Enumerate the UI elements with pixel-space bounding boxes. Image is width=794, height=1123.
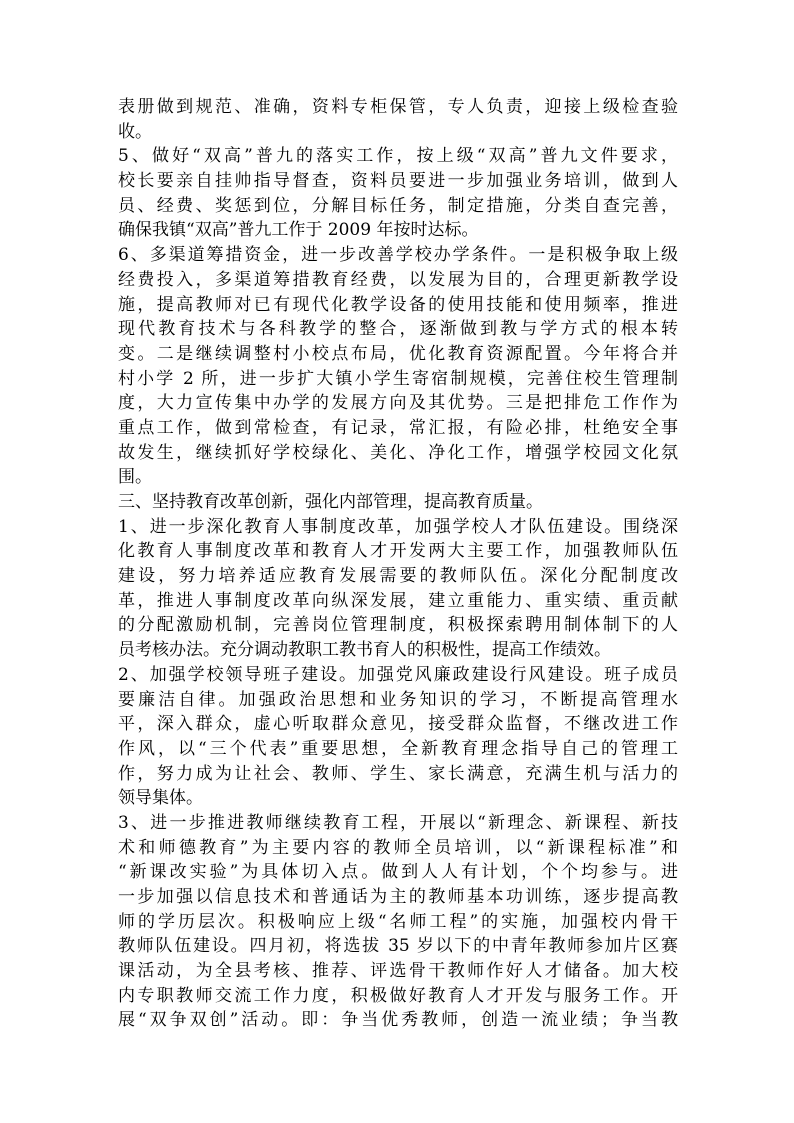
text-line: 展“双争双创”活动。即：争当优秀教师，创造一流业绩；争当教 xyxy=(118,1010,678,1031)
text-line: 平，深入群众，虚心听取群众意见，接受群众监督，不继改进工作 xyxy=(118,714,678,735)
text-line: 作风，以“三个代表”重要思想，全新教育理念指导自己的管理工 xyxy=(118,738,678,759)
text-line: 重点工作，做到常检查，有记录，常汇报，有险必排，杜绝安全事 xyxy=(118,417,678,438)
text-line: 建设，努力培养适应教育发展需要的教师队伍。深化分配制度改 xyxy=(118,566,678,587)
text-line: 6、多渠道筹措资金，进一步改善学校办学条件。一是积极争取上级 xyxy=(118,245,678,266)
text-line: 5、做好“双高”普九的落实工作，按上级“双高”普九文件要求， xyxy=(118,146,678,167)
text-line: 校长要亲自挂帅指导督查，资料员要进一步加强业务培训，做到人 xyxy=(118,171,678,192)
text-line: 作，努力成为让社会、教师、学生、家长满意，充满生机与活力的 xyxy=(118,763,678,784)
text-line: 施，提高教师对已有现代化教学设备的使用技能和使用频率，推进 xyxy=(118,294,678,315)
text-line: 化教育人事制度改革和教育人才开发两大主要工作，加强教师队伍 xyxy=(118,541,678,562)
text-line: 经费投入，多渠道筹措教育经费，以发展为目的，合理更新教学设 xyxy=(118,269,678,290)
text-line: 表册做到规范、准确，资料专柜保管，专人负责，迎接上级检查验 xyxy=(118,97,678,117)
text-line: 员考核办法。充分调动教职工教书育人的积极性，提高工作绩效。 xyxy=(118,640,611,661)
text-line: 现代教育技术与各科教学的整合，逐渐做到教与学方式的根本转 xyxy=(118,319,678,340)
text-line: 变。二是继续调整村小校点布局，优化教育资源配置。今年将合并 xyxy=(118,343,678,364)
text-line: 的分配激励机制，完善岗位管理制度，积极探索聘用制体制下的人 xyxy=(118,615,678,636)
text-line: 领导集体。 xyxy=(118,788,203,809)
text-line: 术和师德教育”为主要内容的教师全员培训，以“新课程标准”和 xyxy=(118,837,678,858)
text-line: 2、加强学校领导班子建设。加强党风廉政建设行风建设。班子成员 xyxy=(118,664,678,685)
text-line: 内专职教师交流工作力度，积极做好教育人才开发与服务工作。开 xyxy=(118,985,678,1006)
document-body xyxy=(118,95,678,1033)
text-line: 一步加强以信息技术和普通话为主的教师基本功训练，逐步提高教 xyxy=(118,887,678,907)
text-line: 度，大力宣传集中办学的发展方向及其优势。三是把排危工作作为 xyxy=(118,393,678,414)
text-line: 员、经费、奖惩到位，分解目标任务，制定措施，分类自查完善， xyxy=(118,195,678,216)
text-line: “新课改实验”为具体切入点。做到人人有计划，个个均参与。进 xyxy=(118,862,678,883)
text-line: 围。 xyxy=(118,467,152,488)
text-line: 故发生，继续抓好学校绿化、美化、净化工作，增强学校园文化氛 xyxy=(118,442,678,463)
text-line: 师的学历层次。积极响应上级“名师工程”的实施，加强校内骨干 xyxy=(118,911,678,932)
text-line: 村小学 2 所，进一步扩大镇小学生寄宿制规模，完善住校生管理制 xyxy=(118,368,678,389)
text-line: 要廉洁自律。加强政治思想和业务知识的学习，不断提高管理水 xyxy=(118,689,678,710)
text-line: 革，推进人事制度改革向纵深发展，建立重能力、重实绩、重贡献 xyxy=(118,590,678,611)
text-line: 收。 xyxy=(118,121,152,142)
text-line: 课活动，为全县考核、推荐、评选骨干教师作好人才储备。加大校 xyxy=(118,961,678,982)
text-line: 3、进一步推进教师继续教育工程，开展以“新理念、新课程、新技 xyxy=(118,812,678,833)
text-line: 1、进一步深化教育人事制度改革，加强学校人才队伍建设。围绕深 xyxy=(118,516,678,537)
text-line: 确保我镇“双高”普九工作于 2009 年按时达标。 xyxy=(118,220,479,241)
text-line: 教师队伍建设。四月初，将选拔 35 岁以下的中青年教师参加片区赛 xyxy=(118,936,678,957)
section-heading: 三、坚持教育改革创新，强化内部管理，提高教育质量。 xyxy=(118,492,543,512)
